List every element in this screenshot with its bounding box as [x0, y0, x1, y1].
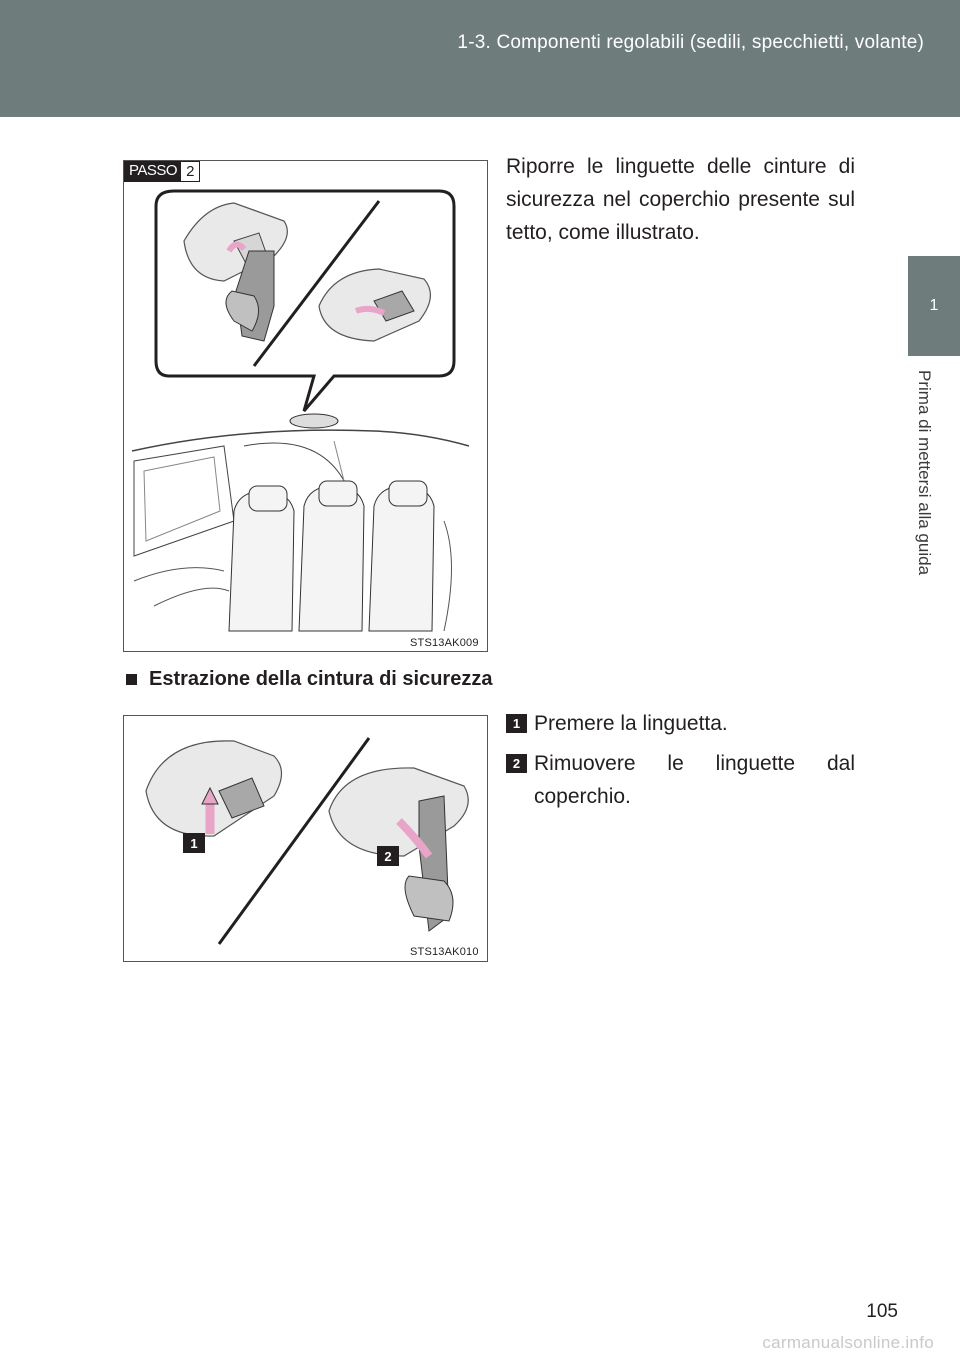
section-heading	[126, 668, 492, 691]
instruction-paragraph: Riporre le linguette delle cinture di sicurezza nel coperchio presente sul tetto, come illustrato.	[506, 155, 855, 244]
callout-2: 2	[377, 846, 399, 866]
callout-1: 1	[183, 833, 205, 853]
list-item	[506, 707, 855, 740]
list-item-text: Rimuovere le linguette dal coperchio.	[534, 752, 855, 808]
figure-code: STS13AK010	[410, 946, 479, 958]
seat-belt-stow-illustration	[124, 161, 487, 651]
figure-step-2	[123, 160, 488, 652]
chapter-title: 1-3. Componenti regolabili (sedili, specchietti, volante)	[457, 32, 924, 53]
list-item-text: Premere la linguetta.	[534, 712, 728, 735]
figure-code: STS13AK009	[410, 637, 479, 649]
step-number-badge: 2	[506, 754, 527, 773]
seat-belt-extract-illustration	[124, 716, 487, 961]
chapter-tab	[908, 256, 960, 356]
list-item	[506, 747, 855, 813]
watermark: carmanualsonline.info	[762, 1333, 934, 1352]
chapter-tab-label: Prima di mettersi alla guida	[915, 370, 934, 576]
step-number: 2	[181, 161, 200, 182]
side-rail	[908, 117, 960, 256]
page-number: 105	[866, 1301, 898, 1322]
step-number-badge: 1	[506, 714, 527, 733]
figure-extraction	[123, 715, 488, 962]
section-title: Estrazione della cintura di sicurezza	[149, 668, 493, 690]
bullet-square-icon	[126, 674, 137, 685]
page-header	[0, 0, 960, 117]
steps-list	[506, 707, 855, 820]
chapter-tab-number: 1	[929, 297, 939, 314]
step-word: PASSO	[124, 161, 181, 182]
